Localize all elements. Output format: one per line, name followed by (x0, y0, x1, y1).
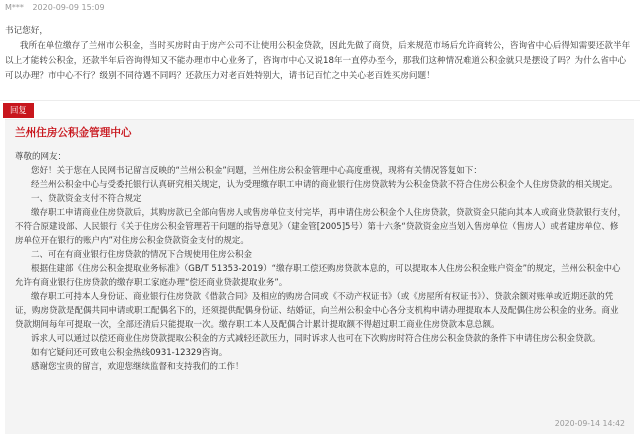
reply-tab[interactable]: 回复 (3, 103, 34, 118)
reply-section-heading: 一、贷款资金支付不符合规定 (31, 194, 142, 204)
reply-paragraph: 您好！关于您在人民网书记留言反映的“兰州公积金”问题，兰州住房公积金管理中心高度重视，现将有关情况答复如下： (31, 166, 482, 176)
reply-paragraph: 根据住建部《住房公积金提取业务标准》（GB/T 51353-2019）“缴存职工偿还购房贷款本息的，可以提取本人住房公积金账户资金”的规定，兰州公积金中心允许有商业银行住房贷款的缴存职工家庭办理“偿还商业贷款提取业务”。 (15, 264, 621, 288)
reply-paragraph: 经兰州公积金中心与受委托银行认真研究相关规定，认为受理缴存职工申请的商业银行住房贷款转为公积金贷款不符合住房公积金个人住房贷款的相关规定。 (31, 180, 618, 190)
reply-paragraph: 缴存职工申请商业住房贷款后，其购房款已全部向售房人或售房单位支付完毕，再申请住房公积金个人住房贷款，贷款资金只能向其本人或商业贷款银行支付，不符合原建设部、人民银行《关于住房公积金管理若干问题的指导意见》（建金管[2005]5号）第十六条“贷款资金应当划入售房单位（售房人）或者建房单位、修房单位开在银行的账户内”对住房公积金贷款资金支付的规定。 (15, 208, 627, 246)
post-time: 2020-09-09 15:09 (32, 3, 105, 12)
message-content (5, 24, 634, 84)
reply-section-heading: 二、可在有商业银行住房贷款的情况下合规使用住房公积金 (31, 250, 253, 260)
user-name: M*** (5, 3, 24, 12)
reply-paragraph: 诉求人可以通过以偿还商业住房贷款提取公积金的方式减轻还款压力，同时诉求人也可在下次购房时符合住房公积金贷款的条件下申请住房公积金贷款。 (31, 334, 601, 344)
reply-salutation: 尊敬的网友： (15, 152, 67, 162)
reply-paragraph: 缴存职工可持本人身份证、商业银行住房贷款《借款合同》及相应的购房合同或《不动产权证书》（或《房屋所有权证书》）、贷款余额对账单或近期还款的凭证，购房贷款是配偶共同申请或职工配偶名下的，还须提供配偶身份证、结婚证，向兰州公积金中心各分支机构申请办理提取本人及配偶住房公积金的业务。商业贷款期间每年可提取一次，全部还清后只能提取一次。缴存职工本人及配偶合计累计提取额不得超过职工商业住房贷款本息总额。 (15, 292, 619, 330)
reply-closing: 感谢您宝贵的留言，欢迎您继续监督和支持我们的工作！ (31, 362, 244, 372)
message-body: 我所在单位缴存了兰州市公积金，当时买房时由于房产公司不让使用公积金贷款，因此先做了商贷，后来规范市场后允许商转公，咨询省中心后得知需要还款半年以上才能转公积金，还款半年后咨询得知又不能办理市中心业务了，咨询市中心又说18年一直停办至今，那我们这种情况难道公积金就只是摆设了吗？为什么省中心可以办理？市中心不行？级别不同待遇不同吗？还款压力对老百姓特别大，请书记百忙之中关心老百姓买房问题！ (5, 41, 631, 81)
reply-date: 2020-09-14 14:42 (554, 419, 625, 428)
message-meta (5, 3, 111, 12)
reply-panel (5, 119, 634, 434)
reply-hotline: 如有它疑问还可致电公积金热线0931-12329咨询。 (31, 348, 228, 358)
message-greeting: 书记您好， (5, 26, 48, 36)
divider (0, 100, 640, 101)
reply-org-name: 兰州住房公积金管理中心 (15, 127, 132, 139)
reply-body (15, 150, 626, 374)
